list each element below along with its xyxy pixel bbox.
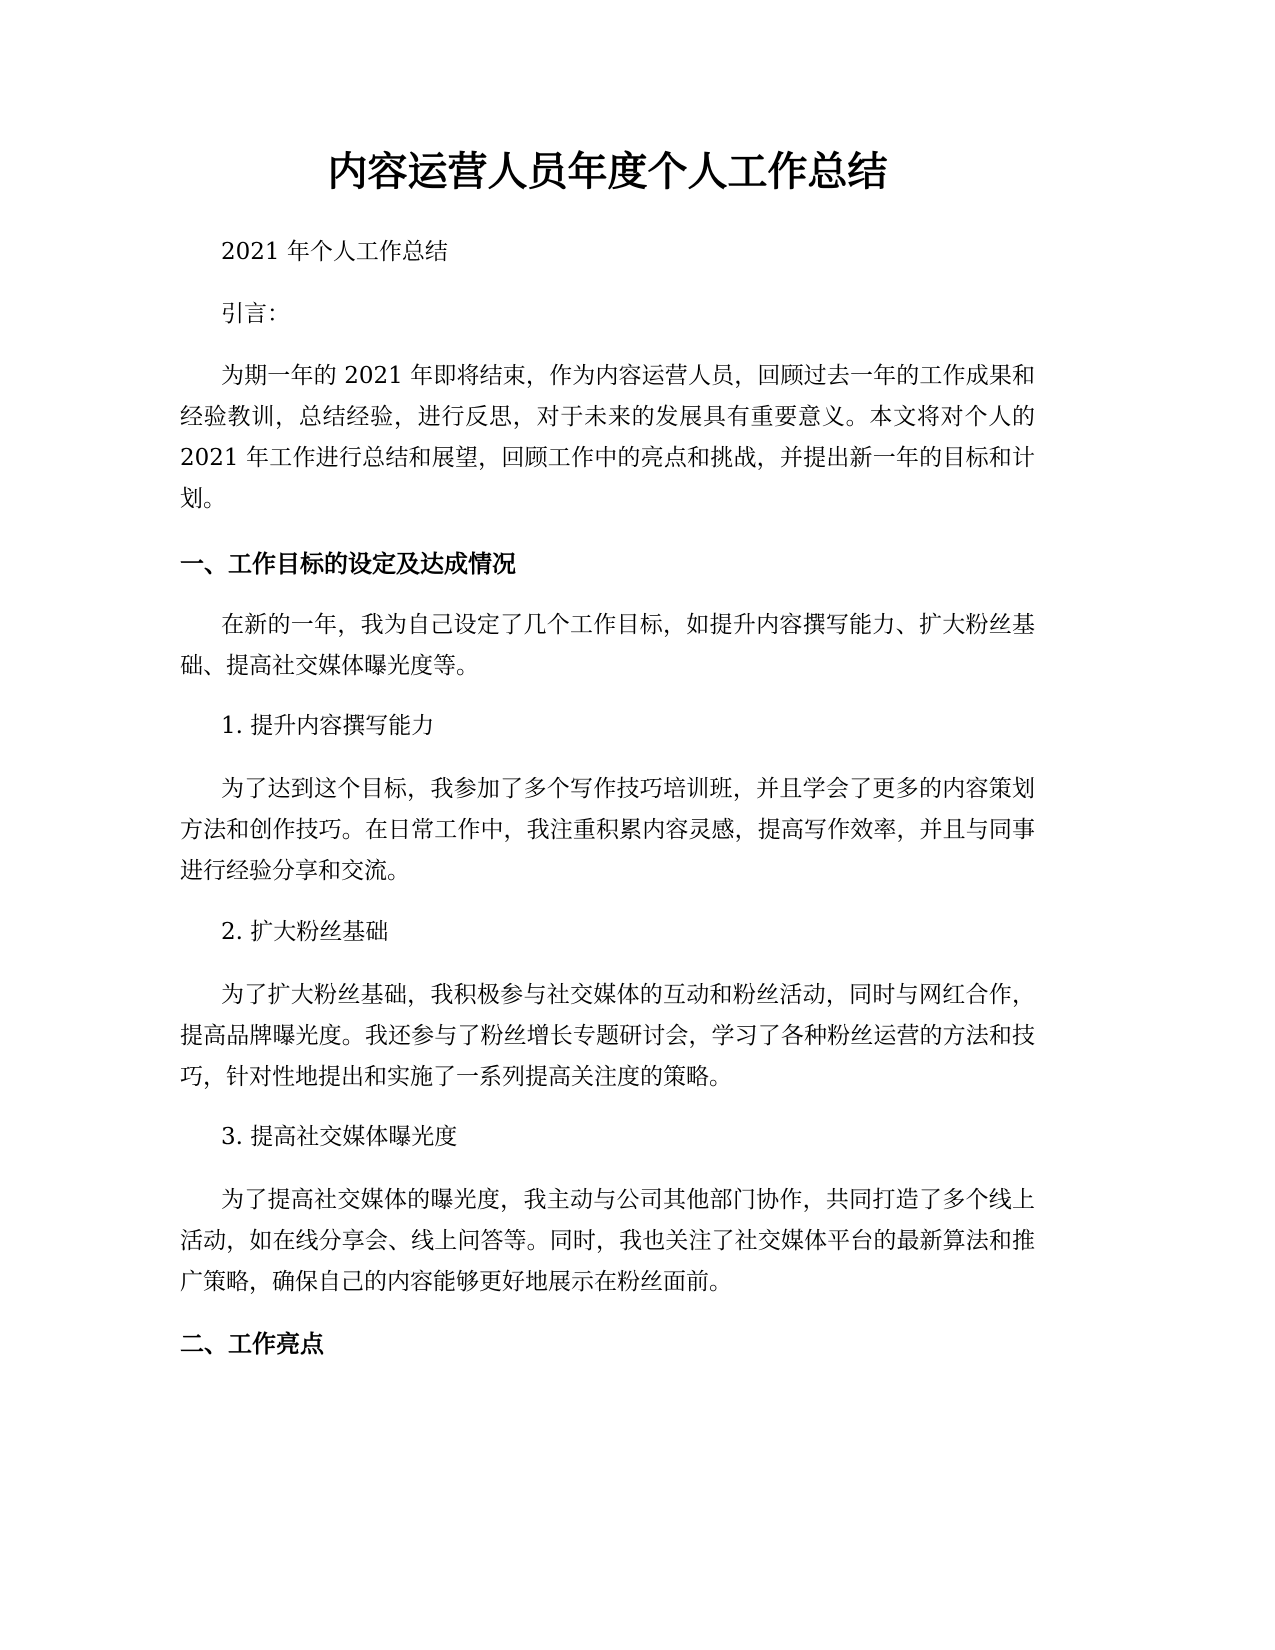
item-text-2: 为了扩大粉丝基础，我积极参与社交媒体的互动和粉丝活动，同时与网红合作，提高品牌曝光度。我还参与了粉丝增长专题研讨会，学习了各种粉丝运营的方法和技巧，针对性地提出和实施了一系列提高关注度的策略。 (180, 982, 1035, 1090)
item-text-1: 为了达到这个目标，我参加了多个写作技巧培训班，并且学会了更多的内容策划方法和创作技巧。在日常工作中，我注重积累内容灵感，提高写作效率，并且与同事进行经验分享和交流。 (180, 776, 1035, 884)
item-label-1: 1. 提升内容撰写能力 (221, 713, 435, 739)
page-title: 内容运营人员年度个人工作总结 (327, 149, 888, 195)
section-heading-2: 二、工作亮点 (180, 1330, 324, 1358)
item-label-3: 3. 提高社交媒体曝光度 (221, 1124, 458, 1150)
section-heading-1: 一、工作目标的设定及达成情况 (180, 550, 516, 578)
intro-paragraph: 为期一年的 2021 年即将结束，作为内容运营人员，回顾过去一年的工作成果和经验教训，总结经验，进行反思，对于未来的发展具有重要意义。本文将对个人的 2021 年工作进行总结和展望，回顾工作中的亮点和挑战，并提出新一年的目标和计划。 (180, 363, 1035, 512)
section1-intro: 在新的一年，我为自己设定了几个工作目标，如提升内容撰写能力、扩大粉丝基础、提高社交媒体曝光度等。 (180, 612, 1035, 679)
subtitle: 2021 年个人工作总结 (221, 239, 448, 265)
item-label-2: 2. 扩大粉丝基础 (221, 919, 389, 945)
intro-label: 引言： (221, 301, 290, 327)
item-text-3: 为了提高社交媒体的曝光度，我主动与公司其他部门协作，共同打造了多个线上活动，如在线分享会、线上问答等。同时，我也关注了社交媒体平台的最新算法和推广策略，确保自己的内容能够更好地展示在粉丝面前。 (180, 1187, 1035, 1295)
